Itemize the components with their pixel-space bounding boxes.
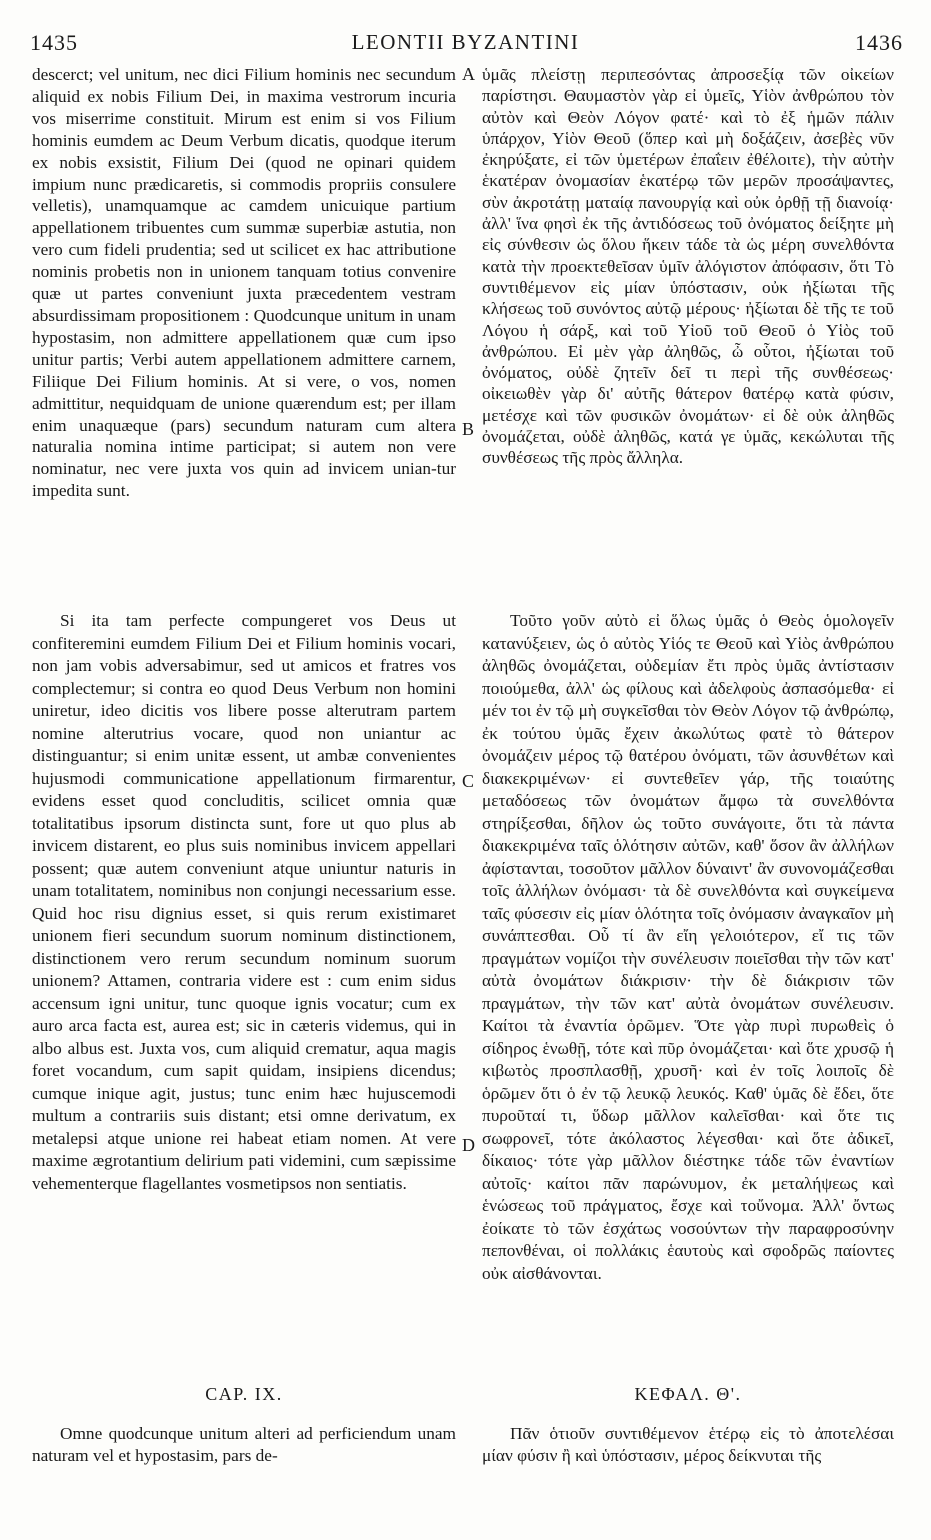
greek-paragraph-3: Πᾶν ὁτιοῦν συντιθέμενον ἑτέρῳ εἰς τὸ ἀποτελέσαι μίαν φύσιν ἢ καὶ ὑπόστασιν, μέρος δείκνυται τῆς [482, 1424, 894, 1465]
right-column-number: 1436 [855, 30, 903, 55]
page-header [0, 0, 931, 55]
greek-column-section-1 [482, 64, 894, 469]
latin-paragraph-2: Si ita tam perfecte compungeret vos Deus ut confiteremini eumdem Filium Dei et Filium hominis vocari, non jam vobis adversabimur, sed ut amicos et fratres vos complectemur; si contra eo quod Deus Verbum non homini uniretur, ideo dicitis vos libere posse alterutram partem nomine alterutrius vocare, quod non uniantur ac distinguantur; si enim unitæ essent, ut ambæ convenientes hujusmodi communicatione appellationum firmarentur, evidens esset quod concluditis, scilicet omnia quæ totalitatibus ipsorum distincta sunt, fore ut quo plus ab invicem distarent, eo plus suis nominibus invicem appellari possent; quæ autem conveniunt atque uniuntur naturis in unam totalitatem, nominibus non conjungi necessarium esse. Quid hoc risu dignius esset, si quis rerum existimaret unionem fieri secundum suorum nominum distinctionem, distinctionem vero rerum secundum nominum suorum unionem? Attamen, contraria videre est : cum enim sidus accensum igni unitur, tunc quoque ignis vocatur; cum ex auro arca facta est, aurea est; sic in cæteris videmus, qui in albo albus est. Juxta vos, cum aliquid crematur, aqua magis foret vocandum, cum sapit quidam, insipiens dicendus; cumque inique agit, justus; tunc enim hæc hujuscemodi multum a contrariis suis distant; etsi omne derivatum, ex metalepsi atque unione rei habeat etiam nomen. At vere maxime ægrotantium delirium pati videmini, cum sæpissime vehementerque flagellantes vosmetipsos non sentiatis. [32, 611, 456, 1193]
latin-chapter-heading: CAP. IX. [205, 1384, 283, 1404]
latin-paragraph-1: descerct; vel unitum, nec dici Filium hominis nec secundum aliquid ex nobis Filium Dei, in maxima vestrorum incuria vos miserrime constituit. Mirum est enim si vos Filium hominis eumdem ac Deum Verbum dicatis, quodque iterum ex nobis exsistit, Filium Dei (quod ne opinari quidem impium nunc prædicaretis, si commodis propriis consulere velletis), unamquamque ac camdem unicuique partium appellationem tribuentes cum summæ superbiæ astutia, non vero cum fideli prudentia; sed ut scilicet ex hac attributione nominis probetis non in unionem tanquam totius convenire quæ ut partes conveniunt juxta præcedentem vestram absurdissimam propositionem : Quodcunque unitum in unam hypostasim, non admittere appellationem quæ cum ipso unitur partis; Verbi autem appellationem admittere carnem, Filiique Dei Filium hominis. At si vere, o vos, nomen admittitur, nequidquam de unione quærendum est; per illam enim unaquæque (pars) secundum naturam cum altera naturalia nomina intime participat; si autem non vere nominatur, nec vere juxta vos quin ad invicem unian-tur impedita sunt. [32, 65, 456, 501]
latin-column-section-1 [32, 64, 456, 502]
greek-column-section-3 [482, 1423, 894, 1467]
latin-paragraph-3: Omne quodcunque unitum alteri ad perficiendum unam naturam vel et hypostasim, pars de- [32, 1424, 456, 1465]
greek-paragraph-2: Τοῦτο γοῦν αὐτὸ εἰ ὅλως ὑμᾶς ὁ Θεὸς ὁμολογεῖν κατανύξειεν, ὡς ὁ αὐτὸς Υἱός τε Θεοῦ καὶ Υἱὸς ἀνθρώπου ἀληθῶς ὀνομάζεται, οὐδεμίαν ἔτι πρὸς ὑμᾶς ἀντίστασιν ποιούμεθα, ἀλλ' ὡς φίλους καὶ ἀδελφοὺς ἀσπασόμεθα· εἰ μέν τοι ἐν τῷ μὴ συγκεῖσθαι τὸν Θεὸν Λόγον τῷ ἀνθρώπῳ, ἐκ τούτου ὑμᾶς ἔχειν ἀκωλύτως φατὲ τὸ θάτερον ὀνομάζειν μέρος τῷ θατέρου ὀνόματι, τῶν ἀσυνθέτων καὶ διακεκριμένων· εἰ συντεθεῖεν γάρ, τῆς τοιαύτης μεταδόσεως τῶν ὀνομάτων ἄμφω τὰ συνελθόντα στηρίξεσθαι, δῆλον ὡς τοῦτο συνάγοιτε, ὅτι τὰ πάντα διακεκριμένα ταῖς ὁλότησιν αὐτῶν, καθ' ὅσον ἂν ἀλλήλων ἀφίστανται, τοσοῦτον μᾶλλον δύναιντ' ἂν συνονομάζεσθαι τοῖς ἀλλήλων ὀνόμασι· τὰ δὲ συνελθόντα καὶ συγκείμενα ταῖς φύσεσιν εἰς μίαν ὁλότητα τοῖς ὀνόμασιν ἀναγκαῖον μὴ συνάπτεσθαι. Οὗ τί ἂν εἴη γελοιότερον, εἴ τις τῶν πραγμάτων νομίζοι τὴν συνέλευσιν ποιεῖσθαι τὴν τῶν κατ' αὐτὰ ὀνομάτων διάκρισιν· τὴν δὲ διάκρισιν τῶν πραγμάτων, τὴν τῶν κατ' αὐτὰ ὀνομάτων συνέλευσιν. Καίτοι τὰ ἐναντία ὁρῶμεν. Ὅτε γὰρ πυρὶ πυρωθεὶς ὁ σίδηρος ἑνωθῇ, τότε καὶ πῦρ ὀνομάζεται· καὶ ὅτε χρυσῷ ἡ κιβωτὸς προσπλασθῇ, χρυσῆ· καὶ ἐν τοῖς λοιποῖς δὲ ὁρῶμεν ὅτι ὁ ἐν τῷ λευκῷ λευκός. Καθ' ὑμᾶς δὲ ἔδει, ὅτε πυροῦταί τι, ὕδωρ μᾶλλον καλεῖσθαι· καὶ ὅτε τις σωφρονεῖ, τότε ἀκόλαστος λέγεσθαι· καὶ ὅτε ἀδικεῖ, δίκαιος· τότε γὰρ μᾶλλον διέστηκε τάδε τῶν ἐναντίων αὐτοῖς· καίτοι πᾶν παρώνυμον, ἐκ μεταλήψεως καὶ ἑνώσεως τοῦ πράγματος, ἔσχε καὶ τοὔνομα. Ἀλλ' ὄντως ἐοίκατε τὸ τῶν ἐσχάτως νοσούντων τὴν παραφροσύνην πεπονθέναι, οἱ πολλάκις ἑαυτοὺς καὶ σφοδρῶς παίοντες οὐκ αἰσθάνονται. [482, 611, 894, 1283]
running-title: LEONTII BYZANTINI [351, 30, 580, 54]
left-column-number: 1435 [30, 30, 78, 55]
margin-letter-a: A [462, 64, 475, 84]
latin-column-section-2 [32, 610, 456, 1195]
margin-letter-c: C [462, 771, 475, 791]
margin-letter-d: D [462, 1135, 475, 1155]
margin-letter-b: B [462, 419, 475, 439]
greek-chapter-heading: ΚΕΦΑΛ. Θ'. [634, 1384, 742, 1404]
greek-paragraph-1: ὑμᾶς πλείστῃ περιπεσόντας ἀπροσεξίᾳ τῶν οἰκείων παρίστησι. Θαυμαστὸν γὰρ εἰ ὑμεῖς, Υἱὸν ἀνθρώπου τὸν αὐτὸν καὶ Θεὸν Λόγον φατέ· καὶ τὸ ἐξ ἡμῶν πάλιν ὑπάρχον, Υἱὸν Θεοῦ (ὅπερ καὶ μὴ δοξάζειν, ἀσεβὲς νῦν ἐκηρύξατε, εἰ τῶν ὑμετέρων ἐπαΐειν ἐθέλοιτε), τὴν αὐτὴν ἑκατέραν ὀνομασίαν ἑκατέρῳ τῶν μερῶν προσάψαντες, σὺν ἀκροτάτῃ ματαίᾳ πανουργίᾳ καὶ οὐκ ὀρθῇ τῇ διανοίᾳ· ἀλλ' ἵνα φησὶ ἐκ τῆς ἀντιδόσεως τοῦ ὀνόματος δείξητε μὴ εἰς σύνθεσιν ὡς ὅλου ἥκειν τάδε τὰ ὡς μέρη συνελθόντα κατὰ τὴν προεκτεθεῖσαν ὑμῖν ἀλόγιστον ἀπόφασιν, ὅτι Τὸ συντιθέμενον εἰς μίαν ὑπόστασιν, οὐκ ἠξίωται τῆς κλήσεως τοῦ συνόντος αὐτῷ μέρους· ἠξίωται δὲ τῆς τε τοῦ Λόγου ἡ σάρξ, καὶ τοῦ Υἱοῦ τοῦ Θεοῦ ὁ Υἱὸς τοῦ ἀνθρώπου. Εἰ μὲν γὰρ ἀληθῶς, ὦ οὗτοι, ἠξίωται τοῦ ὀνόματος, οὐδὲ ζητεῖν δεῖ τι περὶ τῆς συνθέσεως· οἰκειωθὲν γὰρ δι' αὐτῆς θάτερον θατέρῳ κατὰ φύσιν, μετέσχε καὶ τῶν φυσικῶν ὀνομάτων· εἰ δὲ οὐκ ἀληθῶς ὀνομάζεται, οὐδὲ ἀληθῶς, κατά γε ὑμᾶς, κεκώλυται τῆς συνθέσεως τῆς πρὸς ἄλληλα. [482, 65, 894, 468]
latin-column-section-3 [32, 1423, 456, 1467]
greek-column-section-2 [482, 610, 894, 1285]
